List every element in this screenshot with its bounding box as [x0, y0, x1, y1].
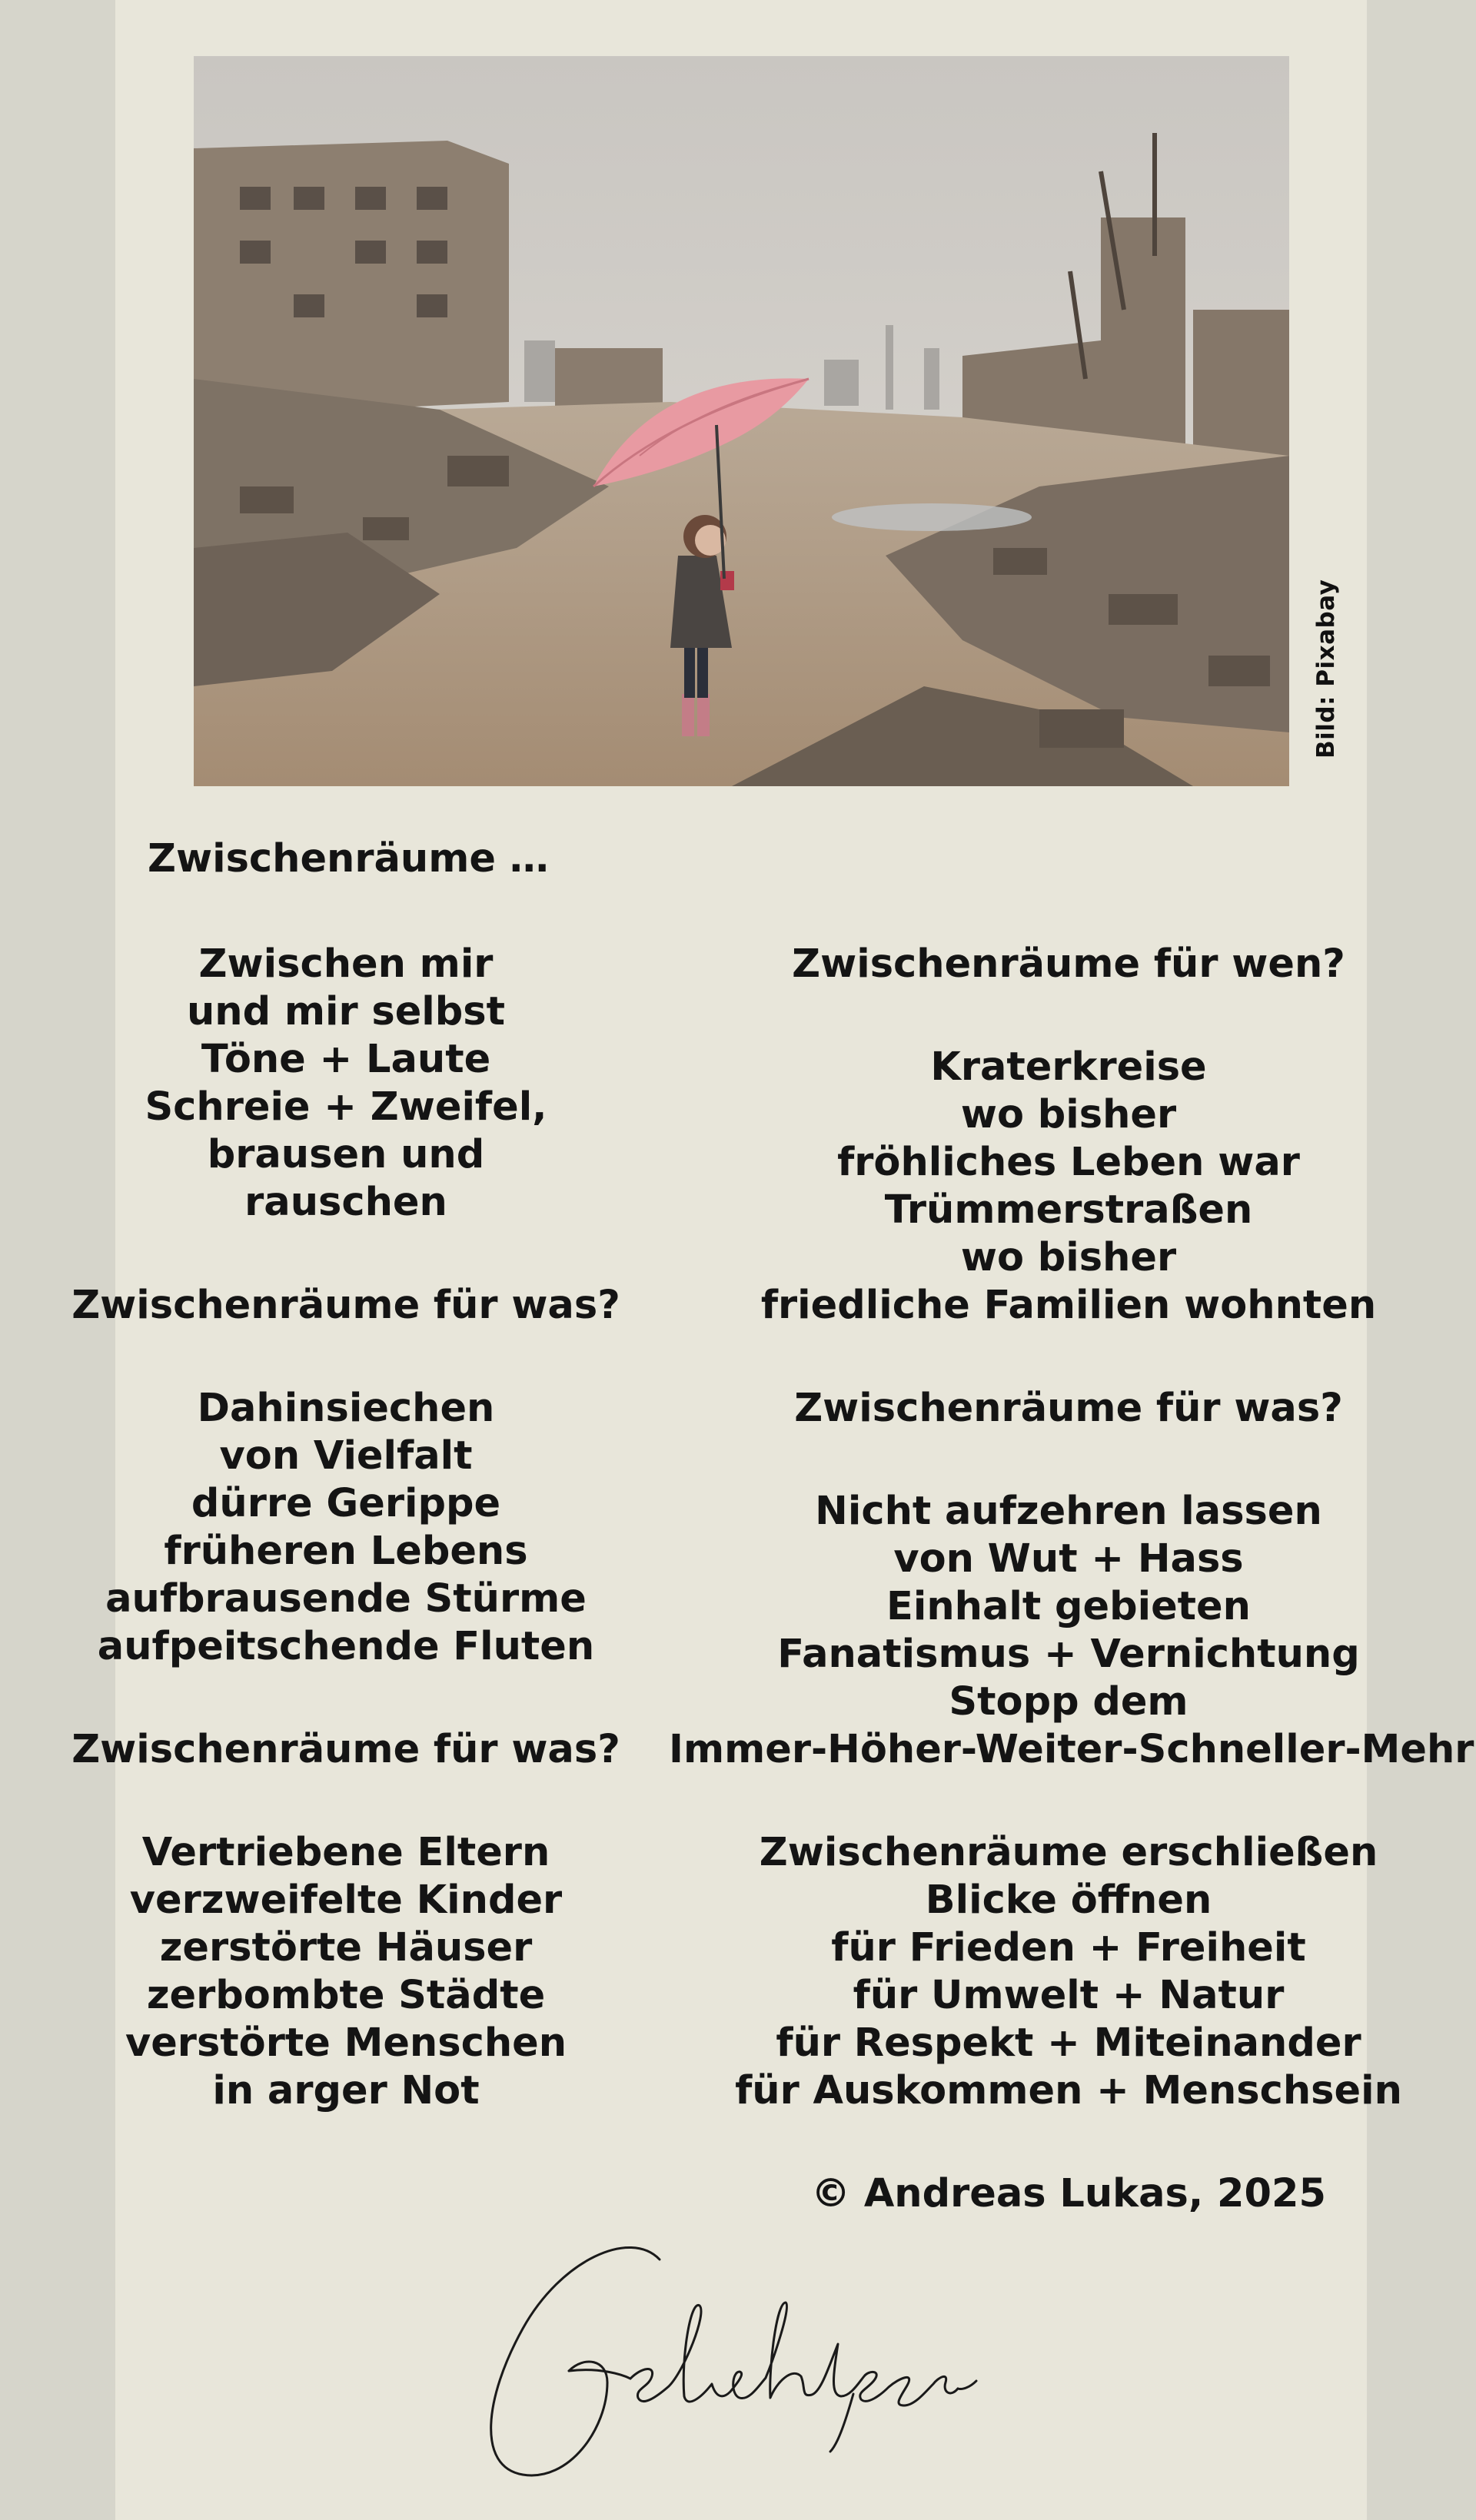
- poem-stanza: [669, 1488, 1474, 1774]
- poem-line: Schreie + Zweifel,: [145, 1084, 547, 1130]
- poem-line: Nicht aufzehren lassen: [815, 1489, 1322, 1534]
- poem-right-column: [669, 941, 1474, 2170]
- poem-title: Zwischenräume …: [148, 836, 549, 882]
- poem-line: Zwischenräume erschließen: [759, 1830, 1378, 1875]
- poem-line: Zwischenräume für wen?: [792, 941, 1345, 987]
- poem-line: und mir selbst: [186, 989, 506, 1034]
- poem-line: zerbombte Städte: [146, 1973, 546, 2018]
- poem-stanza: [46, 941, 646, 1227]
- poem-line: verzweifelte Kinder: [129, 1878, 563, 1923]
- poem-stanza: [669, 1829, 1468, 2115]
- poem-line: in arger Not: [212, 2068, 480, 2113]
- poem-line: fröhliches Leben war: [837, 1140, 1300, 1185]
- poem-stanza: [46, 1829, 646, 2115]
- poem-line: Zwischenräume für was?: [71, 1727, 620, 1772]
- poem-line: wo bisher: [960, 1235, 1177, 1280]
- poem-line: Kraterkreise: [930, 1044, 1207, 1090]
- poem-line: rauschen: [244, 1180, 447, 1225]
- poem-line: Fanatismus + Vernichtung: [777, 1632, 1360, 1677]
- poem-line: dürre Gerippe: [191, 1481, 501, 1526]
- poem-line: Trümmerstraßen: [884, 1187, 1253, 1233]
- poem-line: für Umwelt + Natur: [853, 1973, 1285, 2018]
- poem-line: friedliche Familien wohnten: [760, 1283, 1377, 1328]
- poem-line: früheren Lebens: [164, 1529, 528, 1574]
- poem-line: verstörte Menschen: [125, 2020, 567, 2066]
- poem-line: Stopp dem: [949, 1679, 1188, 1725]
- poem-line: aufbrausende Stürme: [105, 1576, 587, 1622]
- poem-line: Zwischenräume für was?: [71, 1283, 620, 1328]
- poem-line: Einhalt gebieten: [886, 1584, 1251, 1629]
- poem-left-column: [46, 941, 646, 2170]
- poem-line: aufpeitschende Fluten: [97, 1624, 595, 1669]
- poem-line: Töne + Laute: [201, 1037, 491, 1082]
- poem-line: von Wut + Hass: [893, 1536, 1244, 1582]
- poem-line: für Auskommen + Menschsein: [735, 2068, 1402, 2113]
- poem-stanza: [46, 1282, 646, 1330]
- poem-line: Zwischenräume für was?: [794, 1386, 1343, 1431]
- poem-line: wo bisher: [960, 1092, 1177, 1137]
- poem-stanza: [669, 1385, 1468, 1433]
- copyright-notice: © Andreas Lukas, 2025: [811, 2171, 1326, 2216]
- poem-line: für Frieden + Freiheit: [831, 1925, 1306, 1971]
- poem-stanza: [46, 1385, 646, 1671]
- photo-ruined-city-girl-umbrella: [194, 56, 1289, 786]
- poem-line: für Respekt + Miteinander: [776, 2020, 1361, 2066]
- poem-line: von Vielfalt: [219, 1433, 473, 1479]
- poem-line: brausen und: [207, 1132, 485, 1177]
- image-credit-text: Bild: Pixabay: [1312, 579, 1340, 759]
- signature-logo: [454, 2213, 1038, 2490]
- image-credit: [1290, 56, 1359, 786]
- poem-line: Dahinsiechen: [197, 1386, 495, 1431]
- poem-line: zerstörte Häuser: [159, 1925, 533, 1971]
- poem-stanza: [669, 1044, 1468, 1330]
- poem-line: Zwischen mir: [198, 941, 494, 987]
- poem-line: Vertriebene Eltern: [141, 1830, 550, 1875]
- poem-line: Immer-Höher-Weiter-Schneller-Mehr: [669, 1727, 1474, 1772]
- poem-stanza: [669, 941, 1468, 988]
- poem-line: Blicke öffnen: [925, 1878, 1212, 1923]
- poem-stanza: [46, 1726, 646, 1774]
